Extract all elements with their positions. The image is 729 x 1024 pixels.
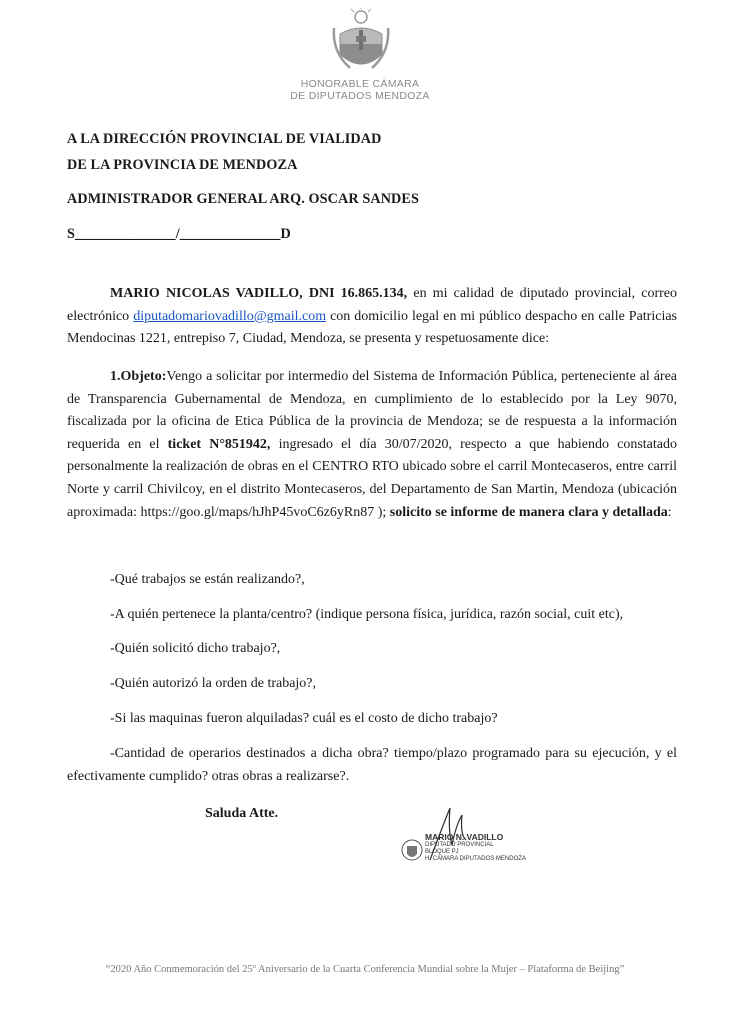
question-item: -Quién solicitó dicho trabajo?,	[110, 641, 281, 656]
address-line-3: ADMINISTRADOR GENERAL ARQ. OSCAR SANDES	[67, 191, 419, 207]
objeto-text-2: ingresado el día 30/07/2020, respecto a que habiendo constatado personalmente la realización de obras en el CENTRO RTO ubicado sobre el carril Montecaseros, entre carril Norte y carril Chivilcoy, en el distrito Montecaseros, del Departamento de San Martin, Mendoza (ubicación aproximada: https://goo.gl/maps/hJhP45voC6z6yRn87 );	[67, 436, 677, 520]
institution-line-2: DE DIPUTADOS MENDOZA	[290, 90, 430, 102]
question-item: -A quién pertenece la planta/centro? (indique persona física, jurídica, razón social, cuit etc),	[110, 607, 624, 622]
sender-name-dni: MARIO NICOLAS VADILLO, DNI 16.865.134,	[110, 286, 408, 301]
institution-name	[260, 78, 460, 102]
question-item: -Quién autorizó la orden de trabajo?,	[110, 676, 317, 691]
objeto-request: solicito se informe de manera clara y detallada	[389, 504, 668, 520]
objeto-paragraph	[67, 366, 677, 524]
stamp-name: MARIO N. VADILLO	[425, 832, 504, 842]
question-item: -Si las maquinas fueron alquiladas? cuál es el costo de dicho trabajo?	[110, 711, 498, 726]
address-line-1: A LA DIRECCIÓN PROVINCIAL DE VIALIDAD	[67, 131, 382, 147]
ticket-number: ticket N°851942,	[167, 436, 271, 452]
stamp-title: DIPUTADO PROVINCIAL	[425, 842, 494, 848]
email-link[interactable]: diputadomariovadillo@gmail.com	[133, 308, 327, 324]
objeto-colon: :	[667, 504, 672, 520]
intro-paragraph	[67, 283, 677, 351]
objeto-label: 1.Objeto:	[110, 369, 167, 384]
stamp-chamber: H. CÁMARA DIPUTADOS MENDOZA	[425, 856, 526, 862]
closing-salutation: Saluda Atte.	[205, 806, 279, 821]
address-line-4: S______________/______________D	[67, 226, 291, 242]
intro-text-2: con domicilio legal en mi público despacho en calle Patricias Mendocinas 1221, entrepiso 7, Ciudad, Mendoza, se presenta y respetuosamente dice:	[67, 308, 677, 347]
provincial-coat-of-arms-icon	[330, 8, 392, 78]
footer-motto: “2020 Año Conmemoración del 25º Aniversario de la Cuarta Conferencia Mundial sobre la Mujer – Plataforma de Beijing”	[105, 964, 625, 975]
question-item: -Qué trabajos se están realizando?,	[110, 572, 305, 587]
stamp-bloc: BLOQUE PJ	[425, 849, 459, 855]
institution-line-1: HONORABLE CÁMARA	[300, 78, 420, 90]
question-item-last: -Cantidad de operarios destinados a dicha obra? tiempo/plazo programado para su ejecución, y el efectivamente cumplido? otras obras a realizarse?.	[67, 746, 677, 784]
objeto-text-1: Vengo a solicitar por intermedio del Sistema de Información Pública, perteneciente al área de Transparencia Gubernamental de Mendoza, en cumplimiento de lo establecido por la Ley 9070, fiscalizada por la oficina de Etica Pública de la provincia de Mendoza; se de respuesta a la información requerida en el	[67, 369, 677, 452]
address-line-2: DE LA PROVINCIA DE MENDOZA	[67, 157, 298, 173]
official-stamp	[425, 832, 535, 863]
intro-text-1: en mi calidad de diputado provincial, correo electrónico	[67, 286, 677, 324]
